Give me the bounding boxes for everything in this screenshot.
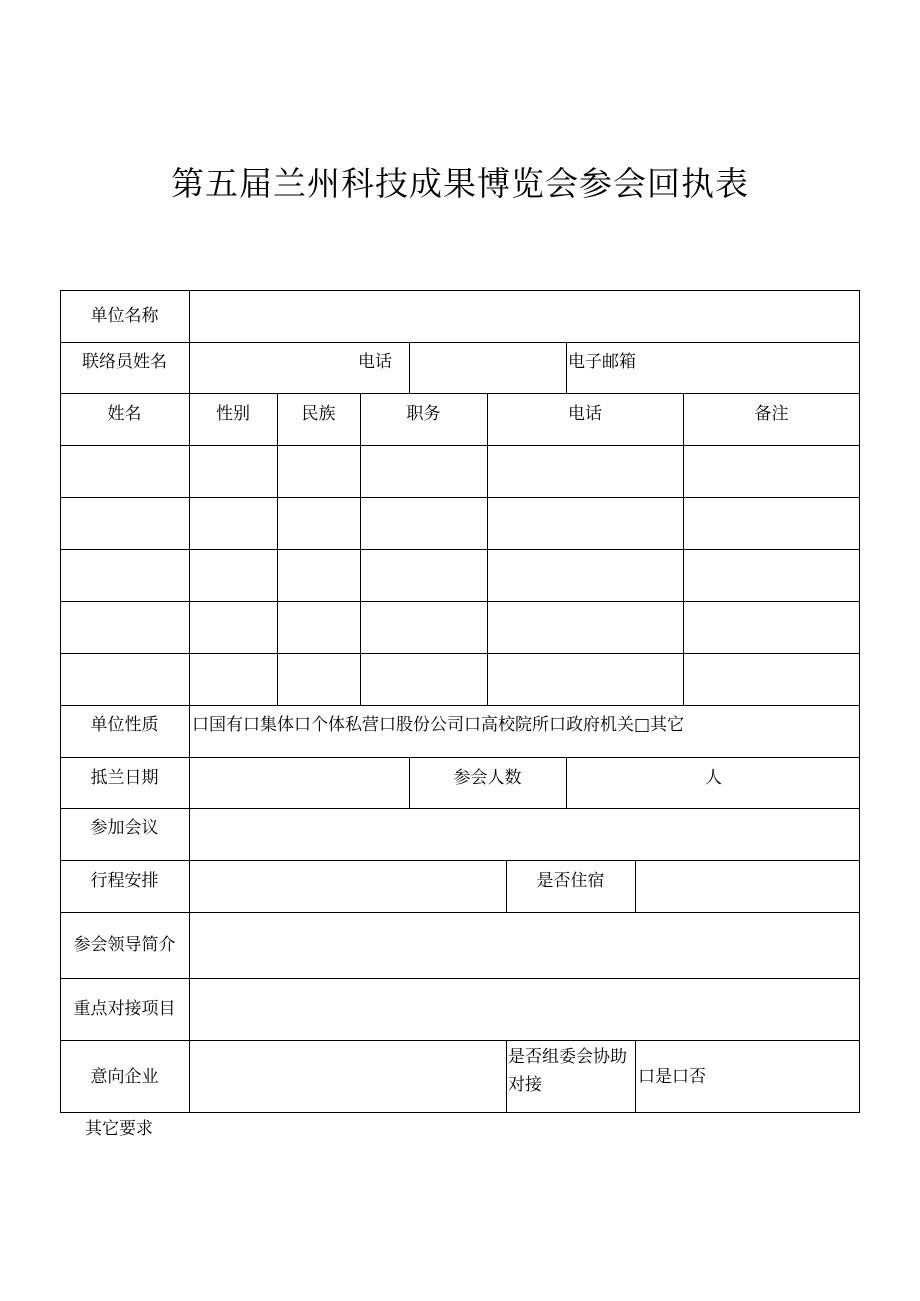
header-remarks: 备注: [754, 404, 789, 424]
unit-type-label: 单位性质: [90, 715, 159, 735]
target-company-label: 意向企业: [90, 1067, 159, 1087]
leaders-intro-label: 参会领导简介: [73, 935, 176, 955]
other-requirements-label: 其它要求: [85, 1119, 153, 1139]
header-ethnicity: 民族: [301, 404, 336, 424]
lodging-label: 是否住宿: [536, 871, 605, 891]
header-phone: 电话: [568, 404, 602, 424]
contact-phone-label: 电话: [358, 352, 392, 372]
unit-name-label: 单位名称: [90, 306, 159, 326]
attendee-count-unit: 人: [705, 768, 722, 788]
arrival-date-label: 抵兰日期: [90, 768, 159, 788]
header-position: 职务: [406, 404, 441, 424]
email-label: 电子邮箱: [568, 352, 636, 372]
page-title: 第五届兰州科技成果博览会参会回执表: [171, 164, 749, 203]
unit-type-options[interactable]: 口国有口集体口个体私营口股份公司口高校院所口政府机关□其它: [192, 715, 685, 735]
assist-label: 是否组委会协助对接: [508, 1047, 627, 1095]
header-gender: 性别: [216, 404, 250, 424]
header-name: 姓名: [107, 404, 142, 424]
key-projects-label: 重点对接项目: [73, 999, 176, 1019]
assist-options[interactable]: 口是口否: [638, 1067, 706, 1087]
attendee-count-label: 参会人数: [453, 768, 522, 788]
contact-name-label: 联络员姓名: [82, 352, 167, 372]
schedule-label: 行程安排: [90, 871, 159, 891]
meeting-label: 参加会议: [90, 818, 159, 838]
